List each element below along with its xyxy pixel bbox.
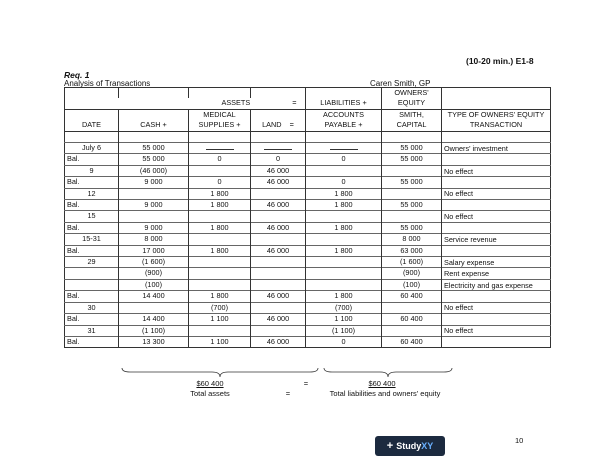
liabilities-brace	[322, 367, 454, 379]
cash-cell: (1 600)	[119, 257, 189, 268]
transaction-type-cell: No effect	[442, 165, 551, 176]
cash-cell: 9 000	[119, 177, 189, 188]
land-cell	[251, 279, 306, 290]
table-row	[65, 177, 551, 188]
transaction-type-cell: No effect	[442, 302, 551, 313]
ap-cell	[306, 165, 382, 176]
transaction-type-cell: No effect	[442, 188, 551, 199]
table-row	[65, 279, 551, 290]
header-row-2	[65, 98, 551, 109]
table-row	[65, 211, 551, 222]
table-row	[65, 165, 551, 176]
cash-cell: 9 000	[119, 222, 189, 233]
requirement-label: Req. 1	[64, 70, 90, 80]
land-cell: 46 000	[251, 314, 306, 325]
cash-cell: 14 400	[119, 291, 189, 302]
ap-cell	[306, 211, 382, 222]
ap-cell: 1 800	[306, 245, 382, 256]
ap-cell	[306, 234, 382, 245]
totals-equals-top: =	[303, 379, 309, 388]
transaction-type-cell	[442, 336, 551, 347]
blank-line	[330, 143, 358, 150]
med-cell: 1 800	[189, 222, 251, 233]
land-cell: 46 000	[251, 200, 306, 211]
date-cell: Bal.	[65, 245, 119, 256]
table-row	[65, 200, 551, 211]
capital-header: SMITH, CAPITAL	[382, 109, 442, 131]
cap-cell: 55 000	[382, 222, 442, 233]
blank-line	[206, 143, 234, 150]
land-cell	[251, 143, 306, 154]
cap-cell: (100)	[382, 279, 442, 290]
cap-cell: 60 400	[382, 336, 442, 347]
total-assets-value: $60 400	[196, 379, 224, 388]
cap-cell	[382, 211, 442, 222]
table-row	[65, 336, 551, 347]
ap-cell: (700)	[306, 302, 382, 313]
plus-icon: +	[386, 440, 394, 452]
date-cell: 12	[65, 188, 119, 199]
cap-cell	[382, 325, 442, 336]
table-row	[65, 154, 551, 165]
transaction-type-cell	[442, 291, 551, 302]
transaction-type-cell: No effect	[442, 325, 551, 336]
date-cell: Bal.	[65, 336, 119, 347]
med-cell: 0	[189, 154, 251, 165]
med-cell: 1 100	[189, 314, 251, 325]
equity-header: EQUITY	[382, 98, 442, 109]
studyxy-logo: + Study XY	[375, 436, 445, 456]
land-cell: 46 000	[251, 336, 306, 347]
date-cell: Bal.	[65, 314, 119, 325]
ap-cell: 1 800	[306, 200, 382, 211]
type-header: TYPE OF OWNERS' EQUITY TRANSACTION	[442, 109, 551, 131]
table-row	[65, 188, 551, 199]
land-cell	[251, 325, 306, 336]
cap-cell: 55 000	[382, 200, 442, 211]
cash-cell: (900)	[119, 268, 189, 279]
cash-header: CASH +	[119, 109, 189, 131]
transaction-type-cell: Salary expense	[442, 257, 551, 268]
ap-cell: 0	[306, 154, 382, 165]
table-row	[65, 222, 551, 233]
cash-cell: (1 100)	[119, 325, 189, 336]
med-cell: (700)	[189, 302, 251, 313]
cash-cell: 14 400	[119, 314, 189, 325]
cash-cell: 8 000	[119, 234, 189, 245]
cap-cell	[382, 302, 442, 313]
date-cell: Bal.	[65, 222, 119, 233]
date-header: DATE	[65, 109, 119, 131]
table-row	[65, 234, 551, 245]
table-row	[65, 257, 551, 268]
table-row	[65, 143, 551, 154]
date-cell: 15-31	[65, 234, 119, 245]
cash-cell: (46 000)	[119, 165, 189, 176]
ap-cell: (1 100)	[306, 325, 382, 336]
table-row	[65, 245, 551, 256]
land-cell	[251, 234, 306, 245]
date-cell: 31	[65, 325, 119, 336]
land-cell	[251, 211, 306, 222]
cash-cell: 17 000	[119, 245, 189, 256]
date-cell: July 6	[65, 143, 119, 154]
transaction-type-cell	[442, 200, 551, 211]
date-cell: 15	[65, 211, 119, 222]
date-cell: Bal.	[65, 200, 119, 211]
date-cell	[65, 279, 119, 290]
transaction-type-cell: Service revenue	[442, 234, 551, 245]
date-cell: 30	[65, 302, 119, 313]
ap-cell: 1 800	[306, 222, 382, 233]
transaction-type-cell: No effect	[442, 211, 551, 222]
ap-cell	[306, 143, 382, 154]
med-cell	[189, 279, 251, 290]
total-liabilities-label: Total liabilities and owners' equity	[329, 389, 441, 398]
cash-cell: (100)	[119, 279, 189, 290]
ap-cell	[306, 257, 382, 268]
cap-cell: 60 400	[382, 314, 442, 325]
land-cell	[251, 188, 306, 199]
ap-cell: 1 800	[306, 188, 382, 199]
date-cell: 9	[65, 165, 119, 176]
cap-cell	[382, 188, 442, 199]
cap-cell: 55 000	[382, 177, 442, 188]
blank-line	[264, 143, 292, 150]
cash-cell: 9 000	[119, 200, 189, 211]
med-cell	[189, 143, 251, 154]
med-cell	[189, 234, 251, 245]
ap-cell: 1 800	[306, 291, 382, 302]
date-cell: Bal.	[65, 291, 119, 302]
land-cell	[251, 257, 306, 268]
land-header: LAND =	[251, 109, 306, 131]
date-cell: 29	[65, 257, 119, 268]
med-cell: 1 100	[189, 336, 251, 347]
med-cell: 0	[189, 177, 251, 188]
transaction-type-cell	[442, 314, 551, 325]
table-row	[65, 268, 551, 279]
cash-cell	[119, 211, 189, 222]
total-liabilities-value: $60 400	[368, 379, 396, 388]
cash-cell	[119, 302, 189, 313]
assets-header: ASSETS =	[65, 98, 306, 109]
med-cell: 1 800	[189, 200, 251, 211]
transaction-type-cell	[442, 177, 551, 188]
exercise-code: (10-20 min.) E1-8	[466, 56, 534, 66]
land-cell: 46 000	[251, 222, 306, 233]
cap-cell: 55 000	[382, 154, 442, 165]
transaction-type-cell	[442, 154, 551, 165]
table-row	[65, 314, 551, 325]
med-cell	[189, 268, 251, 279]
cap-cell: (900)	[382, 268, 442, 279]
cap-cell: 60 400	[382, 291, 442, 302]
med-cell: 1 800	[189, 245, 251, 256]
transaction-type-cell	[442, 222, 551, 233]
cap-cell: 8 000	[382, 234, 442, 245]
ap-cell	[306, 268, 382, 279]
ap-cell: 0	[306, 177, 382, 188]
header-row-3	[65, 109, 551, 131]
assets-brace	[120, 367, 320, 379]
ap-cell: 1 100	[306, 314, 382, 325]
table-row	[65, 302, 551, 313]
cash-cell: 55 000	[119, 143, 189, 154]
accounts-header: ACCOUNTS PAYABLE +	[306, 109, 382, 131]
med-cell	[189, 165, 251, 176]
med-cell: 1 800	[189, 188, 251, 199]
analysis-title: Analysis of Transactions	[64, 79, 151, 88]
transaction-table	[64, 87, 551, 348]
date-cell: Bal.	[65, 177, 119, 188]
liabilities-header: LIABILITIES +	[306, 98, 382, 109]
land-cell: 46 000	[251, 177, 306, 188]
owners-header: OWNERS'	[382, 88, 442, 99]
med-cell	[189, 211, 251, 222]
land-cell: 0	[251, 154, 306, 165]
land-cell	[251, 268, 306, 279]
table-row	[65, 291, 551, 302]
table-row	[65, 325, 551, 336]
cap-cell: (1 600)	[382, 257, 442, 268]
date-cell	[65, 268, 119, 279]
cap-cell: 63 000	[382, 245, 442, 256]
ap-cell	[306, 279, 382, 290]
cap-cell: 55 000	[382, 143, 442, 154]
cap-cell	[382, 165, 442, 176]
date-cell: Bal.	[65, 154, 119, 165]
cash-cell: 55 000	[119, 154, 189, 165]
company-name: Caren Smith, GP	[370, 79, 431, 88]
land-cell: 46 000	[251, 245, 306, 256]
med-cell	[189, 325, 251, 336]
cash-cell	[119, 188, 189, 199]
page-number: 10	[515, 436, 524, 445]
transaction-type-cell	[442, 245, 551, 256]
transaction-type-cell: Electricity and gas expense	[442, 279, 551, 290]
medical-header: MEDICAL SUPPLIES +	[189, 109, 251, 131]
transaction-type-cell: Owners' investment	[442, 143, 551, 154]
totals-equals-bottom: =	[285, 389, 291, 398]
transaction-type-cell: Rent expense	[442, 268, 551, 279]
med-cell: 1 800	[189, 291, 251, 302]
header-row-1	[65, 88, 551, 99]
land-cell: 46 000	[251, 165, 306, 176]
land-cell: 46 000	[251, 291, 306, 302]
total-assets-label: Total assets	[190, 389, 230, 398]
ap-cell: 0	[306, 336, 382, 347]
med-cell	[189, 257, 251, 268]
land-cell	[251, 302, 306, 313]
cash-cell: 13 300	[119, 336, 189, 347]
